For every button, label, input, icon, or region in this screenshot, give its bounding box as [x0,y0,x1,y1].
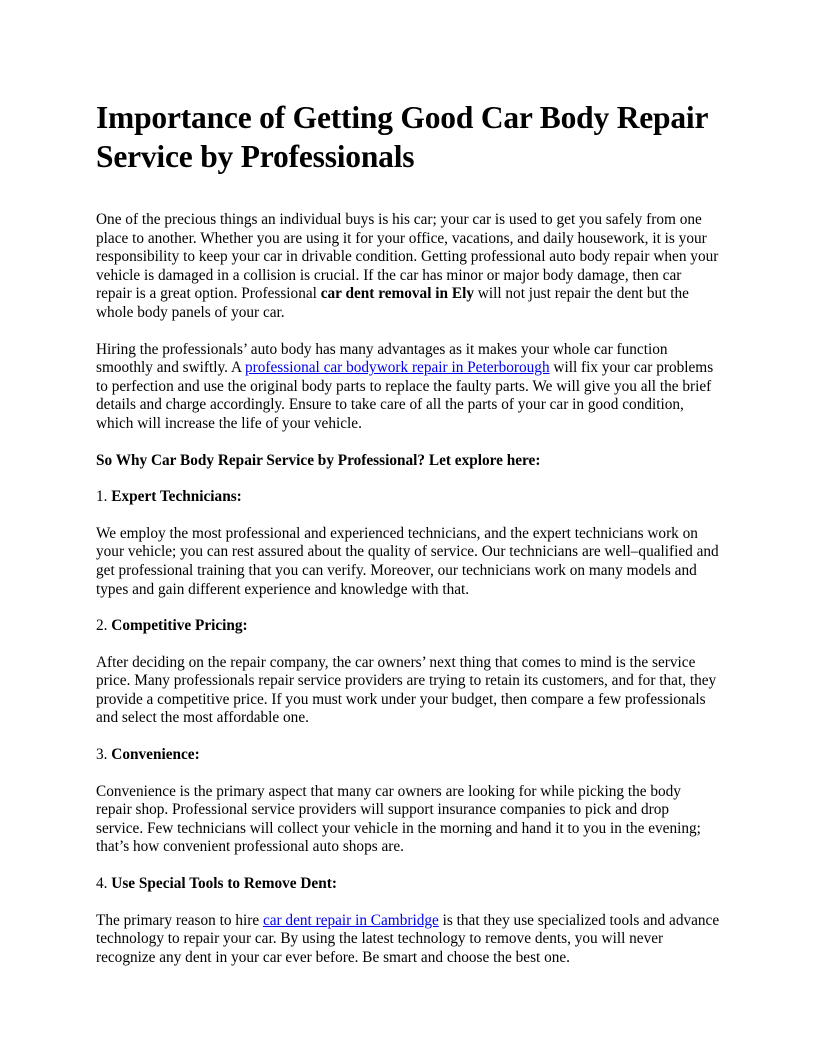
section-heading-text: Competitive Pricing: [111,617,248,635]
section-body-2: After deciding on the repair company, the car owners’ next thing that comes to mind is the service price. Many professionals repair service providers are trying to retain its customers, and for that, they provide a competitive price. If you must work under your budget, then compare a few professionals and select the most affordable one. [96,653,717,727]
section-number: 2. [96,617,112,635]
hiring-paragraph [96,341,720,434]
intro-paragraph [96,211,720,323]
hiring-text: Hiring the professionals’ auto body has many advantages as it makes your whole car function smoothly and swiftly. A [96,340,668,377]
section-heading-1 [96,488,720,507]
cambridge-dent-repair-link[interactable]: car dent repair in Cambridge [262,911,439,929]
intro-bold-keyword: car dent removal in Ely [320,285,474,303]
article-title: Importance of Getting Good Car Body Repair Service by Professionals [96,100,708,174]
section-heading-4 [96,875,720,894]
section-heading-text: Convenience: [111,746,200,764]
section-heading-2 [96,617,720,636]
intro-text: One of the precious things an individual buys is his car; your car is used to get you safely from one place to another. Whether you are using it for your office, vacations, and daily housework, it is your responsibility to keep your car in drivable condition. Getting professional auto body repair when your vehicle is damaged in a collision is crucial. If the car has minor or major body damage, then car repair is a great option. Professional [96,211,719,303]
subheading-text: So Why Car Body Repair Service by Professional? Let explore here: [96,451,541,469]
intro-text-end: will not just repair the dent but the whole body panels of your car. [96,285,689,321]
section-body-text-end: is that they use specialized tools and advance technology to repair your car. By using the latest technology to remove dents, you will never recognize any dent in your car ever before. Be smart and choose the best one. [96,911,720,966]
section-heading-text: Expert Technicians: [111,488,242,506]
section-heading-3 [96,746,720,765]
section-body-4 [96,912,720,968]
section-number: 3. [96,746,112,764]
section-number: 4. [96,875,112,893]
hiring-text-end: will fix your car problems to perfection and use the original body parts to replace the faulty parts. We will give you all the brief details and charge accordingly. Ensure to take care of all the parts of your car in good condition, which will increase the life of your vehicle. [96,359,714,432]
section-body-text: The primary reason to hire [96,911,263,929]
section-number: 1. [96,488,112,506]
peterborough-bodywork-link[interactable]: professional car bodywork repair in Peterborough [245,359,550,377]
section-heading-text: Use Special Tools to Remove Dent: [111,875,337,893]
section-body-3: Convenience is the primary aspect that many car owners are looking for while picking the body repair shop. Professional service providers will support insurance companies to pick and drop service. Few technicians will collect your vehicle in the morning and hand it to you in the evening; that’s how convenient professional auto shops are. [96,782,701,856]
document-page [96,98,720,967]
section-subheading [96,452,720,471]
section-body-1: We employ the most professional and experienced technicians, and the expert technicians work on your vehicle; you can rest assured about the quality of service. Our technicians are well–qualified and get professional training that you can verify. Moreover, our technicians work on many models and types and gain different experience and knowledge with that. [96,524,719,598]
